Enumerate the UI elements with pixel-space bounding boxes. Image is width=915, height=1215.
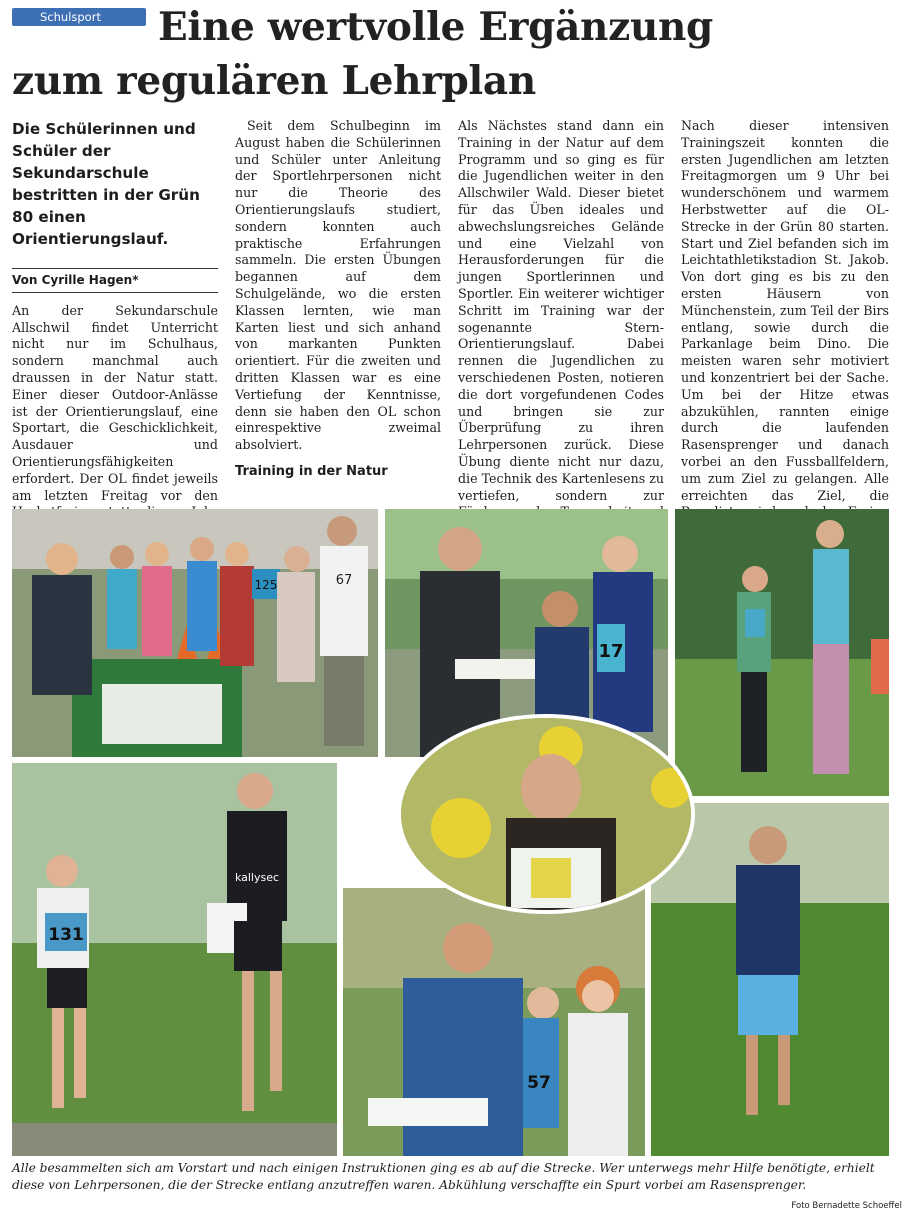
- bib-17: 17: [598, 641, 624, 662]
- byline: Von Cyrille Hagen*: [12, 268, 218, 293]
- column-1: [12, 118, 218, 538]
- photo-sprinkler-runner: [651, 803, 889, 1156]
- headline-line-1: Eine wertvolle Ergänzung: [158, 4, 714, 50]
- photo-pre-start: [12, 509, 378, 757]
- lead-text: Die Schülerinnen und Schüler der Sekundarschule bestritten in der Grün 80 einen Orientierungslauf.: [12, 120, 200, 248]
- photo-map-close-up: [397, 714, 695, 914]
- photo-teacher-help: [343, 888, 645, 1156]
- column-2: [235, 118, 441, 485]
- shirt-sponsor: kallysec: [234, 871, 280, 884]
- bib-57: 57: [527, 1073, 551, 1093]
- section-2-text: Nach dieser intensiven Trainingszeit konnten die ersten Jugendlichen am letzten Freitagmorgen um 9 Uhr bei wunderschönem und warmem Herbstwetter auf die OL-Strecke in der Grün 80 starten. Start und Ziel befanden sich im Leichtathletikstadion St. Jakob. Von dort ging es bis zu den ersten Häusern von Münchenstein, zum Teil der Birs entlang, sowie durch die Parkanlage beim Dino. Die meisten waren sehr motiviert und konzentriert bei der Sache. Um bei der Hitze etwas abzukühlen, rannten einige durch die laufenden Rasensprenger und danach vorbei an den Fussballfeldern, um zum Ziel zu gelangen. Alle erreichten das Ziel, die: [681, 118, 889, 503]
- rubric-label: Schulsport: [40, 10, 101, 24]
- photo-credit: Foto Bernadette Schoeffel: [791, 1201, 902, 1211]
- column-3: [458, 118, 664, 569]
- headline: [12, 0, 713, 108]
- paragraph-1: An der Sekundarschule Allschwil findet Unterricht nicht nur im Schulhaus, sondern manchmal auch draussen in der Natur statt. Einer dieser Outdoor-Anlässe ist der Orientierungslauf, eine Sportart, die Geschicklichkeit, Ausdauer und Orientierungsfähigkeiten erfordert. Der OL findet jeweils am letzten Freitag vor den: [12, 302, 218, 503]
- photo-forest-runners: [675, 509, 889, 796]
- section-1-text: Als Nächstes stand dann ein Training in der Natur auf dem Programm und so ging es für die Jugendlichen weiter in den Allschwiler Wald. Dieser bietet für das Üben ideales und abwechslungsreiches Gelände und eine Vielzahl von Herausforderungen für die jungen Sportlerinnen und Sportler. Ein weiterer wichtiger Schritt im Training war der sogenannte Stern-Orientierungslauf. Dabei rennen die Jugendlichen zu verschiedenen Posten, notieren die dort vorgefundenen Codes und bringen sie zur Überprüfung zu ihren Lehrpersonen zurück. Diese Übung diente nicht nur dazu, die Technik des Kartenlesens zu vertiefen, sondern zur: [458, 118, 664, 503]
- paragraph-2: Seit dem Schulbeginn im August haben die Schülerinnen und Schüler unter Anleitung der Sportlehrpersonen nicht nur die Theorie des Orientierungslaufs studiert, sondern konnten auch praktische Erfahrungen sammeln. Die ersten Übungen begannen auf dem Schulgelände, wo die ersten Klassen lernten, wie man Karten liest und sich anhand von markanten Punkten orientiert. Für die zweiten und dritten Klassen war es eine Vertiefung der Kenntnisse, denn sie haben den OL schon einrespektive zweimal absolviert.: [235, 118, 441, 453]
- headline-line-2: zum regulären Lehrplan: [12, 58, 536, 104]
- shirt-67: 67: [335, 573, 353, 588]
- bib-131: 131: [48, 925, 84, 945]
- caption-text: Alle besammelten sich am Vorstart und nach einigen Instruktionen ging es ab auf die Strecke. Wer unterwegs mehr Hilfe benötigte, erhielt diese von Lehrpersonen, die der Strecke entlang anzutreffen waren. Abkühlung verschaffte ein Spurt vorbei am Rasensprenger.: [12, 1161, 875, 1192]
- photo-caption: [12, 1160, 902, 1215]
- bib-125: 125: [254, 578, 278, 592]
- subhead-training: Training in der Natur: [235, 463, 388, 479]
- photo-running-boys: [12, 763, 337, 1156]
